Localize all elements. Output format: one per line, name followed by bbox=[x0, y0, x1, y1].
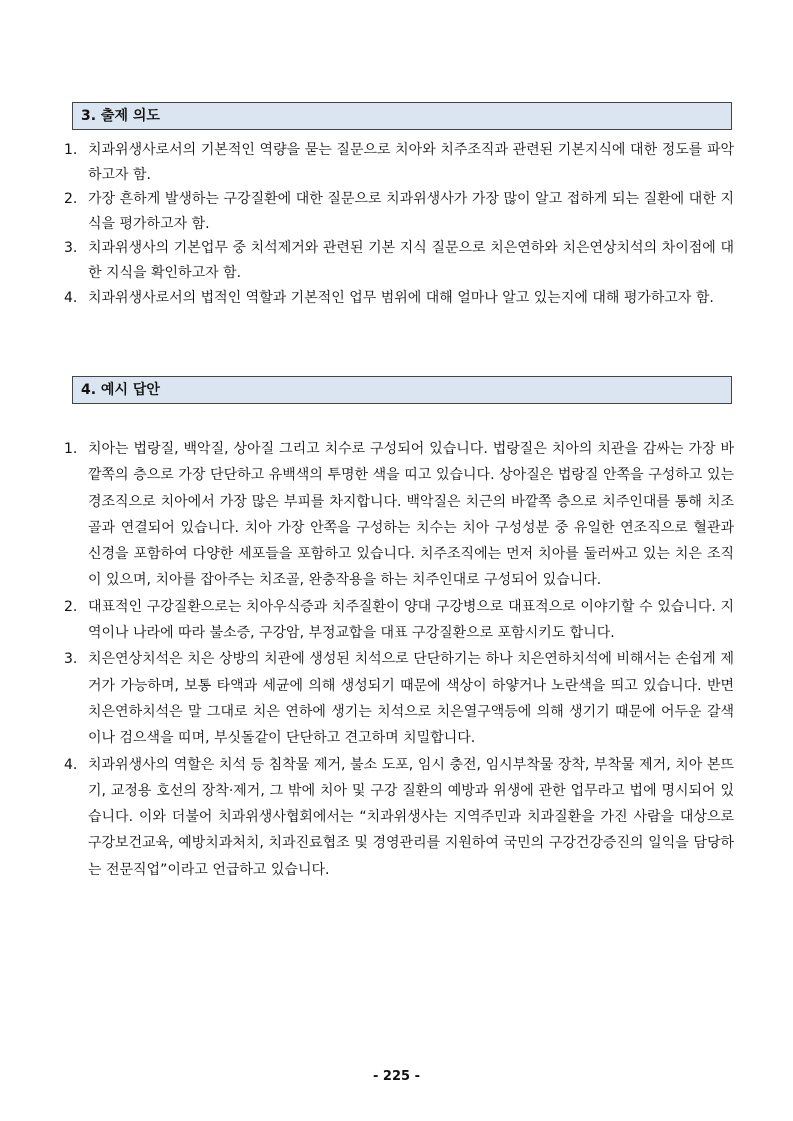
item-number: 4. bbox=[64, 289, 78, 306]
list-item bbox=[64, 594, 734, 647]
item-number: 3. bbox=[64, 651, 78, 668]
item-number: 4. bbox=[64, 756, 78, 773]
section-header-sample-answer: 4. 예시 답안 bbox=[72, 376, 732, 404]
item-number: 1. bbox=[64, 441, 78, 457]
item-number: 3. bbox=[64, 240, 78, 257]
item-number: 2. bbox=[64, 191, 78, 208]
item-text: 대표적인 구강질환으로는 치아우식증과 치주질환이 양대 구강병으로 대표적으로 이야기할 수 있습니다. 지역이나 나라에 따라 불소증, 구강암, 부정교합을 대표 구강질환으로 포함시키도 합니다. bbox=[88, 598, 734, 642]
item-number: 2. bbox=[64, 598, 78, 615]
list-item bbox=[64, 436, 734, 594]
item-number: 1. bbox=[64, 142, 78, 158]
item-text: 치아는 법랑질, 백악질, 상아질 그리고 치수로 구성되어 있습니다. 법랑질은 치아의 치관을 감싸는 가장 바깥쪽의 층으로 가장 단단하고 유백색의 투명한 색을 띠고 있습니다. 상아질은 법랑질 안쪽을 구성하고 있는 경조직으로 치아에서 가장 많은 부피를 차지합니다. 백악질은 치근의 바깥쪽 층으로 치주인대를 통해 치조골과 연결되어 있습니다. 치아 가장 안쪽을 구성하는 치수는 치아 구성성분 중 유일한 연조직으로 혈관과 신경을 포함하여 다양한 세포들을 포함하고 있습니다. 치주조직에는 먼저 치아를 둘러싸고 있는 치은 조직이 있으며, 치아를 잡아주는 치조골, 완충작용을 하는 치주인대로 구성되어 있습니다. bbox=[88, 441, 734, 589]
item-text: 가장 흔하게 발생하는 구강질환에 대한 질문으로 치과위생사가 가장 많이 알고 접하게 되는 질환에 대한 지식을 평가하고자 함. bbox=[88, 191, 734, 232]
item-text: 치과위생사의 기본업무 중 치석제거와 관련된 기본 지식 질문으로 치은연하와 치은연상치석의 차이점에 대한 지식을 확인하고자 함. bbox=[88, 240, 734, 281]
intent-list bbox=[64, 138, 734, 310]
page-number: - 225 - bbox=[373, 1069, 420, 1084]
answer-list bbox=[64, 436, 734, 883]
list-item bbox=[64, 646, 734, 751]
item-text: 치과위생사로서의 기본적인 역량을 묻는 질문으로 치아와 치주조직과 관련된 기본지식에 대한 정도를 파악하고자 함. bbox=[88, 142, 734, 183]
list-item bbox=[64, 286, 734, 311]
item-text: 치과위생사의 역할은 치석 등 침착물 제거, 불소 도포, 임시 충전, 임시부착물 장착, 부착물 제거, 치아 본뜨기, 교정용 호선의 장착·제거, 그 밖에 치아 및 구강 질환의 예방과 위생에 관한 업무라고 법에 명시되어 있습니다. 이와 더불어 치과위생사협회에서는 “치과위생사는 지역주민과 치과질환을 가진 사람을 대상으로 구강보건교육, 예방치과처치, 치과진료협조 및 경영관리를 지원하여 국민의 구강건강증진의 일익을 담당하는 전문직업”이라고 언급하고 있습니다. bbox=[88, 756, 734, 878]
item-text: 치과위생사로서의 법적인 역할과 기본적인 업무 범위에 대해 얼마나 알고 있는지에 대해 평가하고자 함. bbox=[88, 289, 714, 306]
list-item bbox=[64, 187, 734, 236]
item-text: 치은연상치석은 치은 상방의 치관에 생성된 치석으로 단단하기는 하나 치은연하치석에 비해서는 손쉽게 제거가 가능하며, 보통 타액과 세균에 의해 생성되기 때문에 색상이 하얗거나 노란색을 띄고 있습니다. 반면 치은연하치석은 말 그대로 치은 연하에 생기는 치석으로 치은열구액등에 의해 생기기 때문에 어두운 갈색이나 검으색을 띠며, 부싯돌같이 단단하고 견고하며 치밀합니다. bbox=[88, 651, 734, 747]
section-header-intent: 3. 출제 의도 bbox=[72, 102, 732, 130]
list-item bbox=[64, 138, 734, 187]
list-item bbox=[64, 752, 734, 883]
list-item bbox=[64, 236, 734, 285]
